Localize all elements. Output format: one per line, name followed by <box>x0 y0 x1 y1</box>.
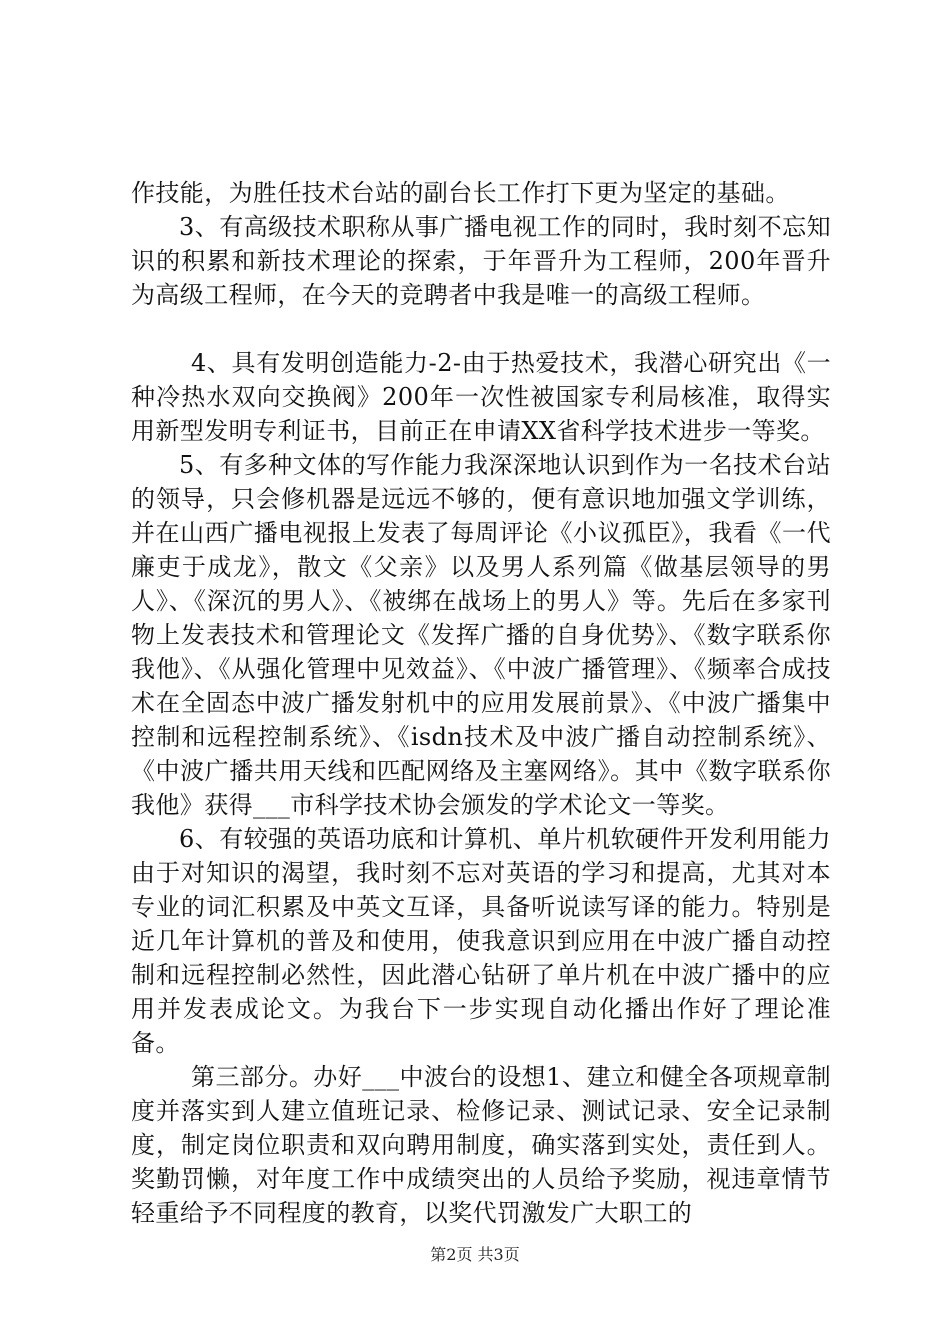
paragraph-continued: 作技能，为胜任技术台站的副台长工作打下更为坚定的基础。 <box>131 179 790 207</box>
page-number-footer: 第2页 共3页 <box>430 1245 520 1264</box>
document-body <box>131 176 831 1230</box>
paragraph-item-4: 4、具有发明创造能力-2-由于热爱技术，我潜心研究出《一种冷热水双向交换阀》200年一次性被国家专利局核准，取得实用新型发明专利证书，目前正在申请XX省科学技术进步一等奖。 <box>131 349 831 445</box>
paragraph-item-6: 6、有较强的英语功底和计算机、单片机软硬件开发利用能力由于对知识的渴望，我时刻不忘对英语的学习和提高，尤其对本专业的词汇积累及中英文互译，具备听说读写译的能力。特别是近几年计算机的普及和使用，使我意识到应用在中波广播自动控制和远程控制必然性，因此潜心钻研了单片机在中波广播中的应用并发表成论文。为我台下一步实现自动化播出作好了理论准备。 <box>131 825 831 1057</box>
paragraph-part-three: 第三部分。办好___中波台的设想1、建立和健全各项规章制度并落实到人建立值班记录、检修记录、测试记录、安全记录制度，制定岗位职责和双向聘用制度，确实落到实处，责任到人。奖勤罚懒，对年度工作中成绩突出的人员给予奖励，视违章情节轻重给予不同程度的教育，以奖代罚激发广大职工的 <box>131 1063 831 1227</box>
paragraph-item-3: 3、有高级技术职称从事广播电视工作的同时，我时刻不忘知识的积累和新技术理论的探索，于年晋升为工程师，200年晋升为高级工程师，在今天的竞聘者中我是唯一的高级工程师。 <box>131 213 831 309</box>
paragraph-spacer <box>131 312 831 346</box>
paragraph-item-5: 5、有多种文体的写作能力我深深地认识到作为一名技术台站的领导，只会修机器是远远不够的，便有意识地加强文学训练，并在山西广播电视报上发表了每周评论《小议孤臣》，我看《一代廉吏于成龙》，散文《父亲》以及男人系列篇《做基层领导的男人》、《深沉的男人》、《被绑在战场上的男人》等。先后在多家刊物上发表技术和管理论文《发挥广播的自身优势》、《数字联系你我他》、《从强化管理中见效益》、《中波广播管理》、《频率合成技术在全固态中波广播发射机中的应用发展前景》、《中波广播集中控制和远程控制系统》、《isdn技术及中波广播自动控制系统》、《中波广播共用天线和匹配网络及主塞网络》。其中《数字联系你我他》获得___市科学技术协会颁发的学术论文一等奖。 <box>131 451 831 819</box>
